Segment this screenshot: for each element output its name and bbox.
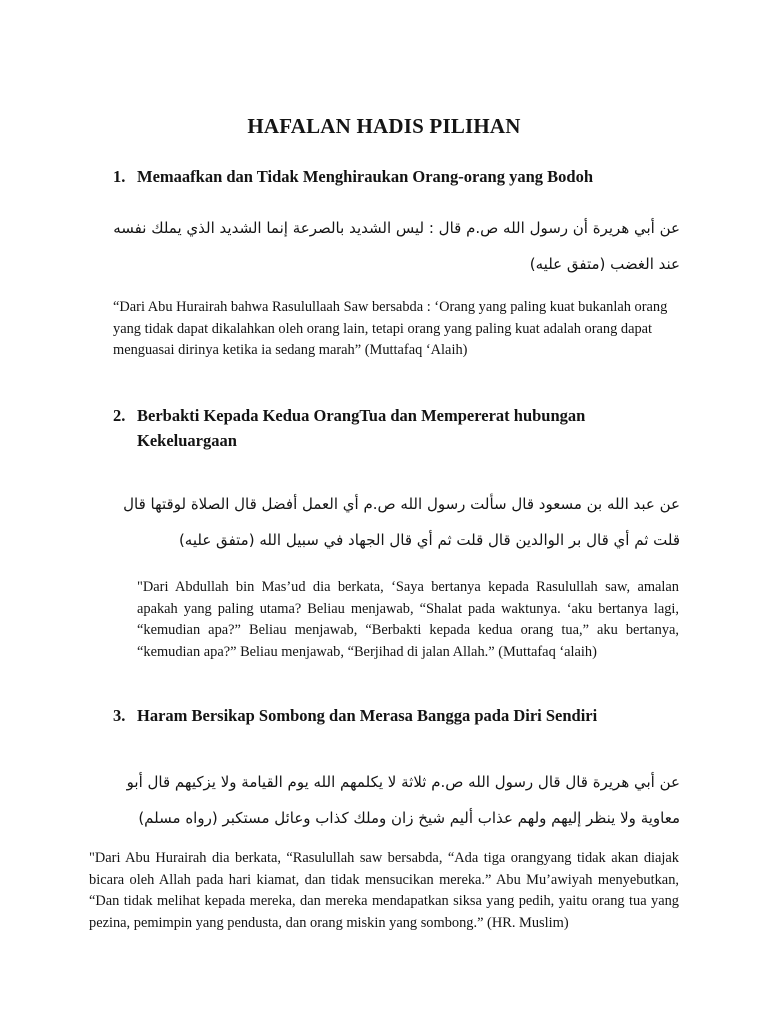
translation-3: "Dari Abu Hurairah dia berkata, “Rasulullah saw bersabda, “Ada tiga orangyang tidak akan diajak bicara oleh Allah pada hari kiamat, dan tidak mensucikan mereka.” Abu Mu’awiyah menyebutkan, “Dan tidak melihat kepada mereka, dan mereka mendapatkan siksa yang pedih, yaitu orang tua yang pezina, pemimpin yang pendusta, dan orang miskin yang sombong.” (HR. Muslim) [89,850,679,931]
section-heading-text: Memaafkan dan Tidak Menghiraukan Orang-orang yang Bodoh [137,167,593,186]
translation-1: “Dari Abu Hurairah bahwa Rasulullaah Saw bersabda : ‘Orang yang paling kuat bukanlah orang yang tidak dapat dikalahkan oleh orang lain, tetapi orang yang paling kuat adalah orang dapat menguasai dirinya ketika ia sedang marah” (Muttafaq ‘Alaih) [113,299,668,358]
arabic-hadith-2: عن عبد الله بن مسعود قال سألت رسول الله ص.م أي العمل أفضل قال الصلاة لوقتها قال قلت ثم أي قال بر الوالدين قال قلت ثم أي قال الجهاد في سبيل الله (متفق عليه) [123,495,680,549]
section-heading-1 [113,164,673,189]
section-number: 1. [113,167,126,186]
arabic-hadith-1: عن أبي هريرة أن رسول الله ص.م قال : ليس الشديد بالصرعة إنما الشديد الذي يملك نفسه عند الغضب (متفق عليه) [113,219,680,273]
section-heading-text: Berbakti Kepada Kedua OrangTua dan Mempererat hubungan Kekeluargaan [137,406,586,450]
translation-2: "Dari Abdullah bin Mas’ud dia berkata, ‘Saya bertanya kepada Rasulullah saw, amalan apakah yang paling utama? Beliau menjawab, “Shalat pada waktunya. ‘aku bertanya lagi, “kemudian apa?” Beliau menjawab, “Berbakti kepada kedua orang tua,” aku bertanya, “kemudian apa?” Beliau menjawab, “Berjihad di jalan Allah.” (Muttafaq ‘alaih) [137,579,679,660]
page-title: HAFALAN HADIS PILIHAN [247,114,521,138]
arabic-hadith-3: عن أبي هريرة قال قال رسول الله ص.م ثلاثة لا يكلمهم الله يوم القيامة ولا يزكيهم قال أبو معاوية ولا ينظر إليهم ولهم عذاب أليم شيخ زان وملك كذاب وعائل مستكبر (رواه مسلم) [126,773,680,827]
section-heading-3 [113,703,673,728]
section-heading-text: Haram Bersikap Sombong dan Merasa Bangga pada Diri Sendiri [137,706,598,725]
section-number: 3. [113,706,126,725]
section-heading-2 [113,403,673,453]
section-number: 2. [113,406,126,425]
